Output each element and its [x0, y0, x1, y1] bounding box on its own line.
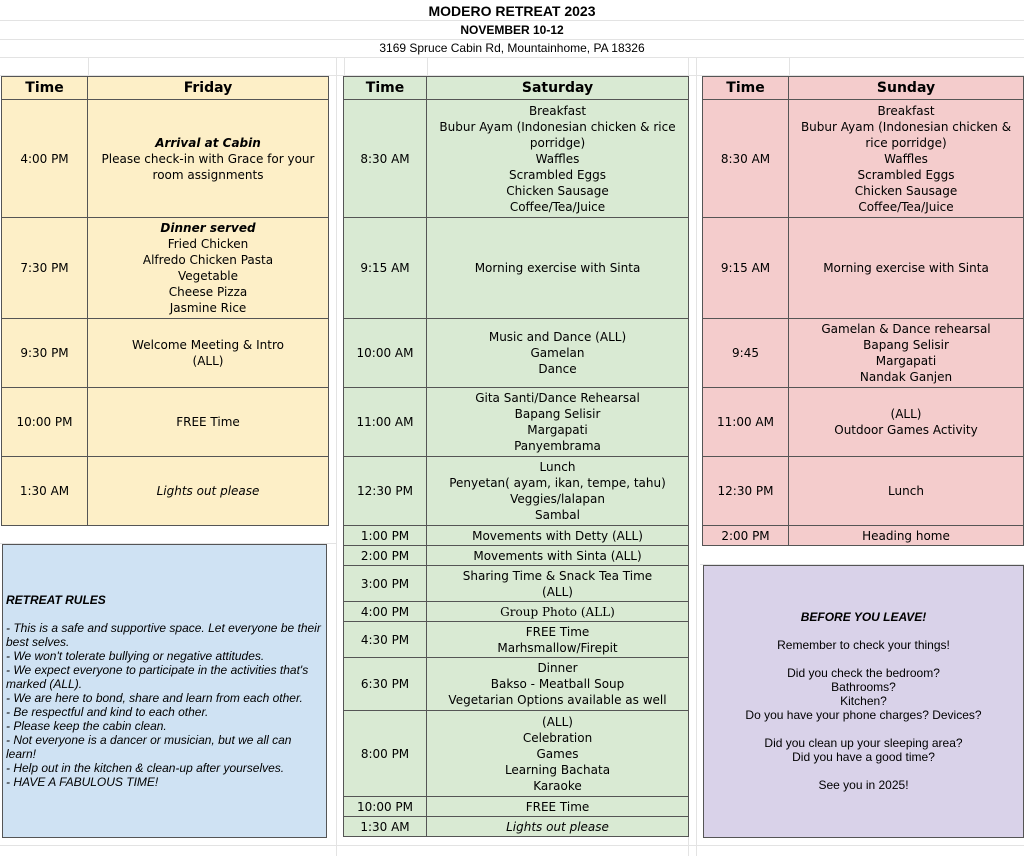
activity-cell — [88, 218, 329, 319]
retreat-address: 3169 Spruce Cabin Rd, Mountainhome, PA 18326 — [379, 41, 645, 55]
retreat-rules-box — [2, 544, 327, 838]
activity-line: Cheese Pizza — [168, 285, 248, 299]
time-cell: 11:00 AM — [703, 388, 789, 457]
friday-schedule-table — [1, 76, 329, 526]
activity-line: Bakso - Meatball Soup — [490, 677, 625, 691]
time-cell: 1:00 PM — [344, 526, 427, 546]
before-you-leave-box — [703, 565, 1024, 838]
activity-cell — [88, 100, 329, 218]
activity-line: Waffles — [535, 151, 580, 166]
time-cell: 2:00 PM — [344, 546, 427, 566]
time-cell: 7:30 PM — [2, 218, 88, 319]
schedule-row — [2, 319, 329, 388]
activity-line: Coffee/Tea/Juice — [858, 199, 954, 214]
activity-cell — [427, 622, 689, 658]
before-you-leave-title: BEFORE YOU LEAVE! — [800, 610, 927, 624]
activity-line: (ALL) — [192, 354, 224, 368]
saturday-schedule-table — [343, 76, 689, 837]
activity-cell — [88, 388, 329, 457]
activity-line: Movements with Detty (ALL) — [472, 528, 643, 543]
schedule-row — [703, 526, 1024, 546]
schedule-row — [344, 658, 689, 711]
rule-item: - Be respectful and kind to each other. — [6, 705, 209, 719]
schedule-row — [344, 711, 689, 797]
schedule-row — [2, 218, 329, 319]
activity-line: Veggies/lalapan — [510, 492, 605, 506]
activity-line: FREE Time — [525, 799, 590, 814]
activity-line: Gita Santi/Dance Rehearsal — [475, 391, 640, 405]
spacer — [704, 652, 1023, 666]
time-cell: 3:00 PM — [344, 566, 427, 602]
schedule-row — [344, 218, 689, 319]
schedule-row — [344, 797, 689, 817]
activity-cell — [427, 218, 689, 319]
schedule-row — [2, 457, 329, 526]
time-cell: 4:00 PM — [344, 602, 427, 622]
activity-line: Lights out please — [156, 484, 260, 498]
activity-line: Breakfast — [877, 103, 935, 118]
activity-line: (ALL) — [542, 714, 573, 729]
activity-line: (ALL) — [890, 407, 922, 421]
activity-line: Breakfast — [528, 103, 587, 118]
schedule-row — [2, 388, 329, 457]
activity-line: Bapang Selisir — [863, 338, 949, 352]
rule-item: - This is a safe and supportive space. Let everyone be their best selves. — [6, 621, 321, 649]
time-cell: 12:30 PM — [344, 457, 427, 526]
schedule-row — [344, 622, 689, 658]
activity-cell — [427, 526, 689, 546]
checklist-line: Do you have your phone charges? Devices? — [745, 708, 982, 722]
activity-line: Learning Bachata — [504, 762, 611, 777]
activity-cell — [427, 817, 689, 837]
before-you-leave-list — [704, 638, 1023, 792]
rule-item: - HAVE A FABULOUS TIME! — [6, 775, 159, 789]
activity-line: Bubur Ayam (Indonesian chicken & rice porridge) — [800, 119, 1012, 150]
activity-title: Arrival at Cabin — [155, 135, 261, 150]
schedule-row — [344, 319, 689, 388]
activity-line: (ALL) — [542, 584, 573, 599]
activity-line: Gamelan — [530, 346, 585, 360]
time-cell: 9:15 AM — [344, 218, 427, 319]
activity-line: Margapati — [527, 423, 588, 437]
friday-day-header: Friday — [88, 77, 329, 100]
time-cell: 4:30 PM — [344, 622, 427, 658]
time-cell: 8:00 PM — [344, 711, 427, 797]
activity-line: Welcome Meeting & Intro — [132, 338, 284, 352]
activity-cell — [427, 797, 689, 817]
activity-line: Lunch — [539, 460, 576, 474]
schedule-row — [703, 457, 1024, 526]
checklist-line: Did you clean up your sleeping area? — [764, 736, 963, 750]
activity-cell — [88, 319, 329, 388]
activity-cell — [427, 388, 689, 457]
time-cell: 1:30 AM — [344, 817, 427, 837]
activity-line: Penyetan( ayam, ikan, tempe, tahu) — [449, 476, 666, 490]
activity-line: Bubur Ayam (Indonesian chicken & rice porridge) — [439, 119, 676, 150]
time-cell: 6:30 PM — [344, 658, 427, 711]
activity-line: Heading home — [862, 528, 950, 543]
time-cell: 2:00 PM — [703, 526, 789, 546]
rule-item: - We are here to bond, share and learn from each other. — [6, 691, 303, 705]
activity-cell — [427, 602, 689, 622]
schedule-row — [344, 457, 689, 526]
time-cell: 9:45 — [703, 319, 789, 388]
spacer — [704, 722, 1023, 736]
time-cell: 8:30 AM — [344, 100, 427, 218]
activity-cell — [427, 711, 689, 797]
activity-line: Waffles — [884, 151, 928, 166]
activity-line: Chicken Sausage — [854, 183, 958, 198]
schedule-row — [2, 100, 329, 218]
time-cell: 8:30 AM — [703, 100, 789, 218]
retreat-dates: NOVEMBER 10-12 — [460, 23, 564, 37]
sunday-day-header: Sunday — [789, 77, 1024, 100]
retreat-rules-list — [6, 621, 324, 789]
activity-line: Movements with Sinta (ALL) — [473, 548, 642, 563]
retreat-rules-title: RETREAT RULES — [6, 593, 106, 607]
activity-line: Please check-in with Grace for your room assignments — [101, 151, 315, 182]
schedule-row — [344, 100, 689, 218]
activity-line: Vegetable — [177, 269, 239, 283]
activity-line: Coffee/Tea/Juice — [509, 199, 606, 214]
activity-cell — [427, 457, 689, 526]
activity-line: Sharing Time & Snack Tea Time — [462, 568, 653, 583]
activity-line: Music and Dance (ALL) — [488, 330, 627, 344]
activity-line: Sambal — [535, 508, 580, 522]
activity-line: Dance — [538, 362, 577, 376]
activity-line: Fried Chicken — [167, 237, 249, 251]
activity-line: FREE Time — [176, 415, 240, 429]
activity-line: Scrambled Eggs — [508, 167, 607, 182]
schedule-row — [703, 100, 1024, 218]
activity-line: Outdoor Games Activity — [834, 423, 978, 437]
activity-line: Alfredo Chicken Pasta — [142, 253, 274, 267]
checklist-line: Remember to check your things! — [777, 638, 950, 652]
rule-item: - Not everyone is a dancer or musician, but we all can learn! — [6, 733, 292, 761]
activity-cell — [789, 319, 1024, 388]
saturday-day-header: Saturday — [427, 77, 689, 100]
activity-line: Games — [536, 746, 579, 761]
activity-line: Panyembrama — [514, 439, 601, 453]
sunday-time-header: Time — [703, 77, 789, 100]
checklist-line: Bathrooms? — [831, 680, 896, 694]
activity-cell — [427, 566, 689, 602]
rule-item: - We expect everyone to participate in the activities that's marked (ALL). — [6, 663, 309, 691]
friday-time-header: Time — [2, 77, 88, 100]
activity-line: Celebration — [522, 730, 593, 745]
time-cell: 12:30 PM — [703, 457, 789, 526]
activity-line: Vegetarian Options available as well — [448, 693, 667, 707]
activity-line: Gamelan & Dance rehearsal — [821, 322, 991, 336]
retreat-title: MODERO RETREAT 2023 — [428, 3, 596, 19]
activity-cell — [789, 100, 1024, 218]
checklist-line: Kitchen? — [840, 694, 887, 708]
schedule-row — [344, 817, 689, 837]
sunday-schedule-table — [702, 76, 1024, 546]
activity-line: FREE Time — [525, 624, 590, 639]
time-cell: 10:00 PM — [2, 388, 88, 457]
activity-cell — [789, 388, 1024, 457]
activity-cell — [427, 546, 689, 566]
activity-cell — [88, 457, 329, 526]
activity-cell — [789, 457, 1024, 526]
activity-line: Nandak Ganjen — [859, 370, 953, 384]
activity-line: Jasmine Rice — [169, 301, 247, 315]
time-cell: 9:15 AM — [703, 218, 789, 319]
time-cell: 10:00 AM — [344, 319, 427, 388]
schedule-row — [344, 566, 689, 602]
activity-line: Group Photo (ALL) — [500, 604, 615, 619]
schedule-row — [703, 388, 1024, 457]
time-cell: 9:30 PM — [2, 319, 88, 388]
activity-line: Lunch — [888, 484, 924, 498]
activity-cell — [789, 218, 1024, 319]
activity-line: Bapang Selisir — [514, 407, 601, 421]
schedule-row — [344, 388, 689, 457]
activity-line: Morning exercise with Sinta — [823, 261, 989, 275]
time-cell: 1:30 AM — [2, 457, 88, 526]
time-cell: 11:00 AM — [344, 388, 427, 457]
time-cell: 4:00 PM — [2, 100, 88, 218]
activity-line: Marhsmallow/Firepit — [497, 640, 618, 655]
activity-cell — [427, 100, 689, 218]
activity-line: Dinner — [537, 661, 578, 675]
schedule-row — [344, 526, 689, 546]
rule-item: - Help out in the kitchen & clean-up after yourselves. — [6, 761, 285, 775]
activity-line: Karaoke — [533, 778, 582, 793]
checklist-line: See you in 2025! — [818, 778, 909, 792]
time-cell: 10:00 PM — [344, 797, 427, 817]
activity-line: Scrambled Eggs — [857, 167, 955, 182]
activity-title: Dinner served — [160, 221, 256, 235]
activity-cell — [427, 658, 689, 711]
activity-line: Margapati — [875, 354, 937, 368]
schedule-row — [703, 319, 1024, 388]
checklist-line: Did you have a good time? — [792, 750, 935, 764]
rule-item: - Please keep the cabin clean. — [6, 719, 167, 733]
schedule-row — [344, 602, 689, 622]
spacer — [704, 764, 1023, 778]
activity-cell — [789, 526, 1024, 546]
activity-line: Chicken Sausage — [506, 183, 609, 198]
saturday-time-header: Time — [344, 77, 427, 100]
activity-line: Lights out please — [506, 819, 609, 834]
activity-cell — [427, 319, 689, 388]
activity-line: Morning exercise with Sinta — [474, 261, 641, 275]
rule-item: - We won't tolerate bullying or negative attitudes. — [6, 649, 265, 663]
checklist-line: Did you check the bedroom? — [787, 666, 940, 680]
schedule-row — [703, 218, 1024, 319]
schedule-row — [344, 546, 689, 566]
